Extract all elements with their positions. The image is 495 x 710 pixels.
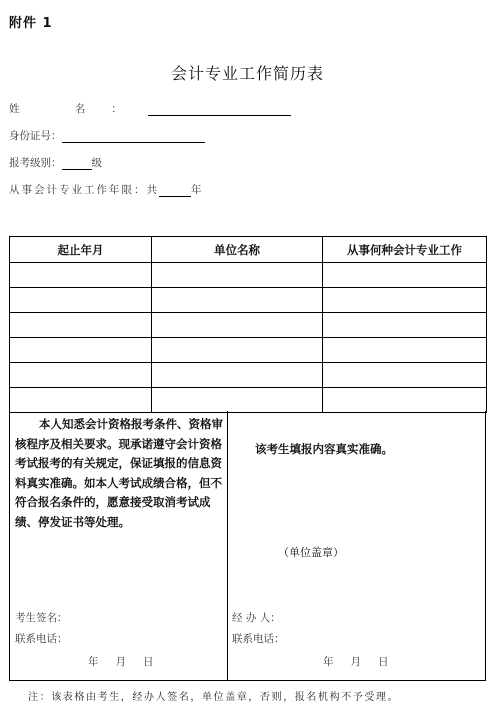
candidate-signature-label: 考生签名： bbox=[15, 612, 68, 624]
id-blank[interactable] bbox=[62, 130, 205, 143]
level-suffix: 级 bbox=[91, 157, 102, 169]
table-row bbox=[10, 263, 487, 288]
date-year: 年 bbox=[88, 656, 99, 668]
level-label: 报考级别： bbox=[9, 157, 62, 169]
cell-unit[interactable] bbox=[152, 313, 323, 338]
work-history-table bbox=[9, 236, 487, 413]
cell-unit[interactable] bbox=[152, 288, 323, 313]
table-row bbox=[10, 313, 487, 338]
handler-label: 经 办 人： bbox=[232, 612, 281, 624]
cell-period[interactable] bbox=[10, 338, 152, 363]
column-header-unit: 单位名称 bbox=[152, 237, 323, 263]
level-field bbox=[9, 155, 102, 170]
cell-work-type[interactable] bbox=[323, 313, 487, 338]
name-field bbox=[9, 101, 291, 116]
name-label: 姓 名： bbox=[9, 103, 148, 115]
table-header-row bbox=[10, 237, 487, 263]
cell-unit[interactable] bbox=[152, 338, 323, 363]
section-divider bbox=[227, 411, 228, 680]
cell-period[interactable] bbox=[10, 313, 152, 338]
attachment-label: 附件 1 bbox=[9, 16, 53, 31]
id-field bbox=[9, 128, 205, 143]
years-blank[interactable] bbox=[159, 184, 191, 197]
date-month: 月 bbox=[115, 656, 126, 668]
column-header-period: 起止年月 bbox=[10, 237, 152, 263]
page-title: 会计专业工作简历表 bbox=[170, 64, 324, 83]
cell-work-type[interactable] bbox=[323, 338, 487, 363]
cell-period[interactable] bbox=[10, 363, 152, 388]
table-row bbox=[10, 363, 487, 388]
cell-work-type[interactable] bbox=[323, 263, 487, 288]
table-row bbox=[10, 388, 487, 413]
years-field bbox=[9, 182, 202, 197]
cell-period[interactable] bbox=[10, 288, 152, 313]
cell-work-type[interactable] bbox=[323, 363, 487, 388]
level-blank[interactable] bbox=[62, 157, 92, 170]
unit-confirmation: 该考生填报内容真实准确。 bbox=[255, 442, 393, 456]
name-blank[interactable] bbox=[148, 103, 291, 116]
id-label: 身份证号： bbox=[9, 130, 62, 142]
date-day: 日 bbox=[143, 656, 154, 668]
date-year: 年 bbox=[323, 656, 334, 668]
column-header-work-type: 从事何种会计专业工作 bbox=[323, 237, 487, 263]
table-row bbox=[10, 338, 487, 363]
years-label: 从事会计专业工作年限：共 bbox=[9, 184, 159, 196]
candidate-date bbox=[88, 654, 171, 669]
cell-period[interactable] bbox=[10, 388, 152, 413]
cell-work-type[interactable] bbox=[323, 288, 487, 313]
date-day: 日 bbox=[378, 656, 389, 668]
cell-unit[interactable] bbox=[152, 388, 323, 413]
handler-date bbox=[323, 654, 406, 669]
date-month: 月 bbox=[350, 656, 361, 668]
candidate-pledge: 本人知悉会计资格报考条件、资格审核程序及相关要求。现承诺遵守会计资格考试报考的有关规定，保证填报的信息资料真实准确。如本人考试成绩合格，但不符合报名条件的，愿意接受取消考试成绩、停发证书等处理。 bbox=[15, 417, 223, 529]
unit-seal-label: （单位盖章） bbox=[278, 546, 344, 559]
years-suffix: 年 bbox=[191, 184, 202, 196]
handler-phone-label: 联系电话： bbox=[232, 633, 285, 645]
cell-period[interactable] bbox=[10, 263, 152, 288]
cell-work-type[interactable] bbox=[323, 388, 487, 413]
candidate-phone-label: 联系电话： bbox=[15, 633, 68, 645]
footnote: 注：该表格由考生，经办人签名，单位盖章，否则，报名机构不予受理。 bbox=[28, 692, 400, 703]
cell-unit[interactable] bbox=[152, 263, 323, 288]
table-row bbox=[10, 288, 487, 313]
declaration-section bbox=[9, 411, 486, 681]
cell-unit[interactable] bbox=[152, 363, 323, 388]
